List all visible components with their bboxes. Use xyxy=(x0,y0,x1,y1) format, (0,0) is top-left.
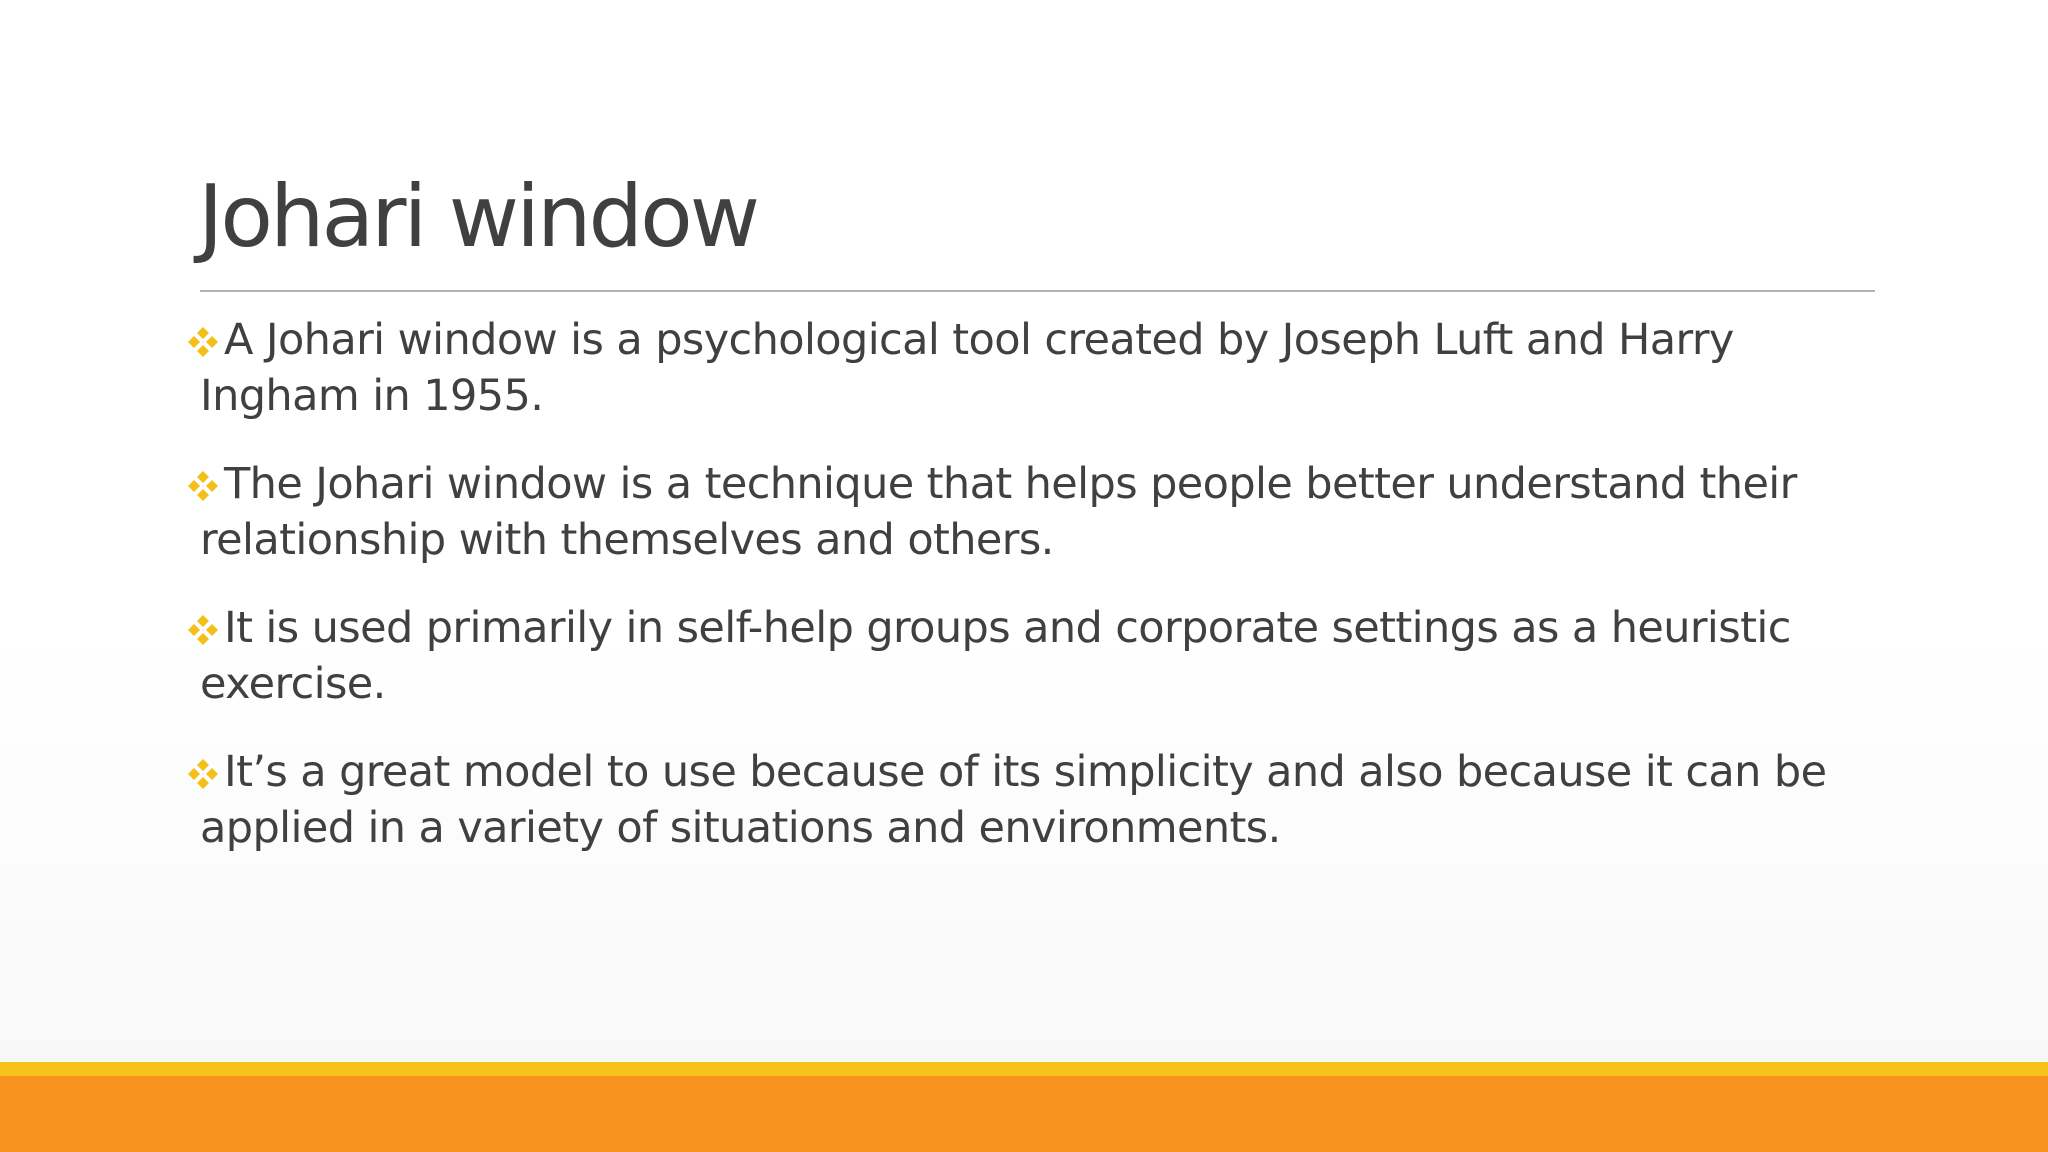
list-item xyxy=(200,312,1840,424)
bullet-text: The Johari window is a technique that helps people better understand their relationship with themselves and others. xyxy=(200,459,1797,565)
four-diamond-bullet-icon xyxy=(186,613,220,647)
list-item xyxy=(200,600,1840,712)
four-diamond-bullet-icon xyxy=(186,757,220,791)
slide-title: Johari window xyxy=(198,167,758,267)
bullet-text: A Johari window is a psychological tool created by Joseph Luft and Harry Ingham in 1955. xyxy=(200,315,1734,421)
list-item xyxy=(200,744,1840,856)
footer-bar xyxy=(0,1076,2048,1152)
bullet-list xyxy=(200,312,1840,888)
title-divider xyxy=(200,290,1875,292)
four-diamond-bullet-icon xyxy=(186,469,220,503)
footer-accent-bar xyxy=(0,1062,2048,1076)
bullet-text: It is used primarily in self-help groups and corporate settings as a heuristic exercise. xyxy=(200,603,1791,709)
four-diamond-bullet-icon xyxy=(186,325,220,359)
list-item xyxy=(200,456,1840,568)
bullet-text: It’s a great model to use because of its simplicity and also because it can be applied in a variety of situations and environments. xyxy=(200,747,1827,853)
